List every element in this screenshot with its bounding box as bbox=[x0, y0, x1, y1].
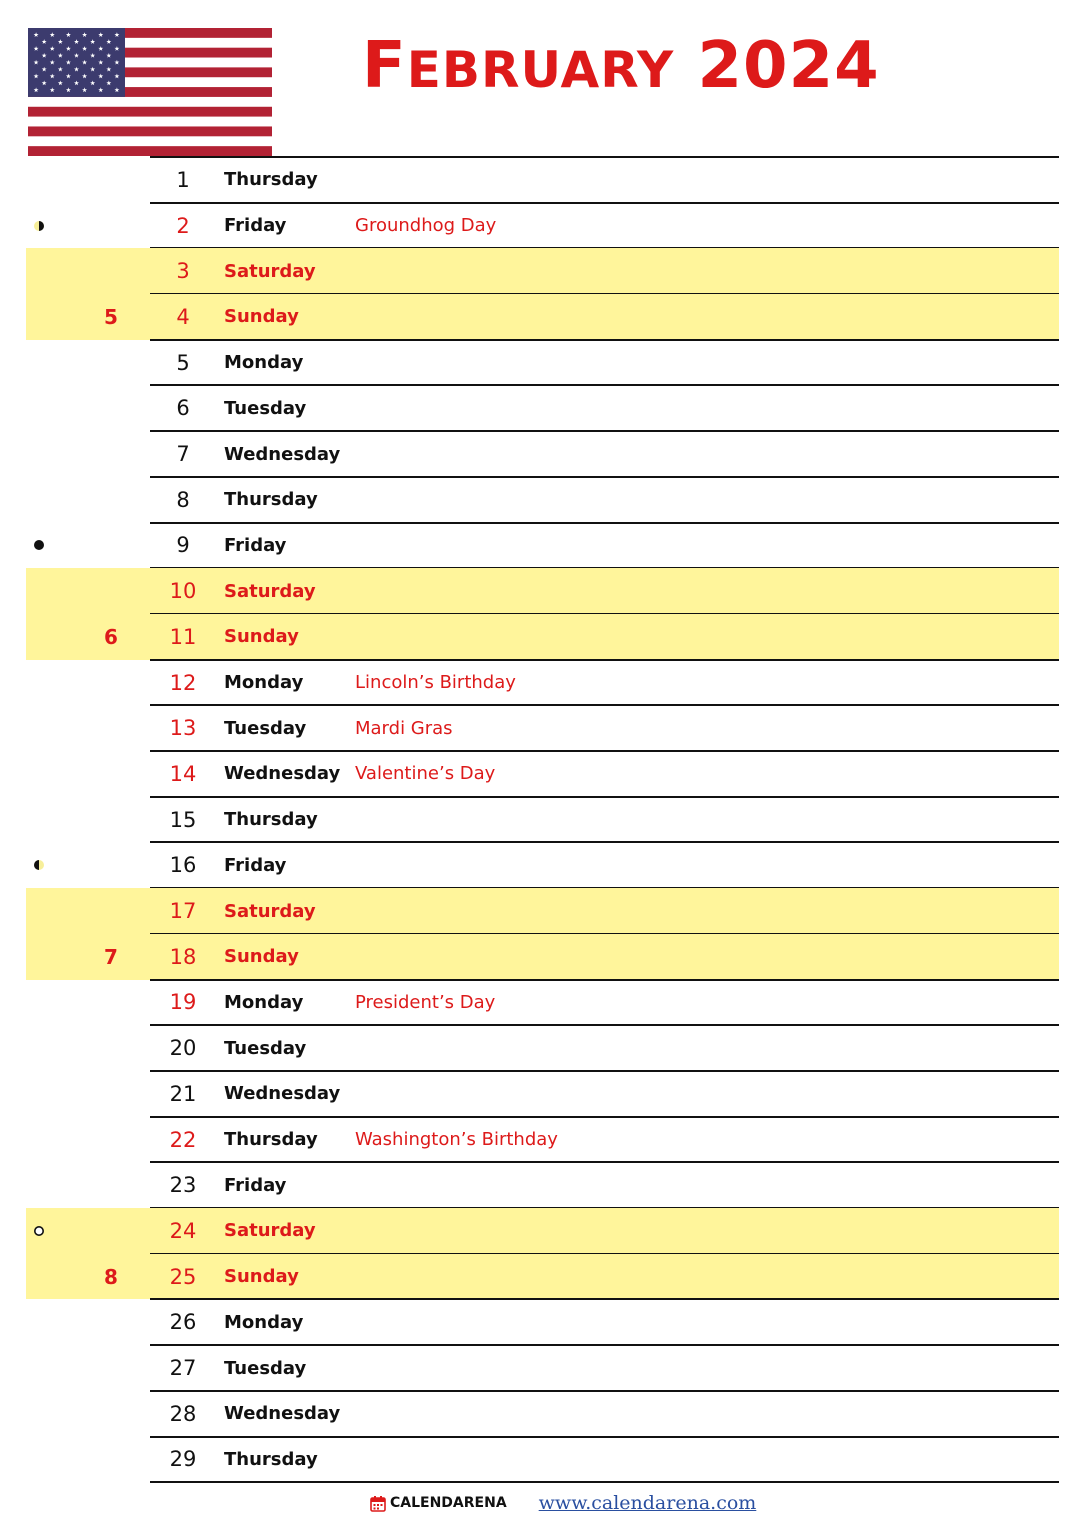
day-name: Saturday bbox=[224, 900, 316, 922]
day-name: Saturday bbox=[224, 260, 316, 282]
week-number: 6 bbox=[104, 624, 118, 649]
day-name: Saturday bbox=[224, 1220, 316, 1242]
day-name: Thursday bbox=[224, 1448, 318, 1470]
day-name: Monday bbox=[224, 352, 304, 374]
day-number: 4 bbox=[176, 304, 190, 329]
day-row bbox=[0, 797, 1086, 843]
day-name: Wednesday bbox=[224, 1403, 341, 1425]
day-name: Thursday bbox=[224, 169, 318, 191]
day-name: Sunday bbox=[224, 1266, 299, 1288]
page-title bbox=[362, 26, 880, 110]
holiday-name: Valentine’s Day bbox=[355, 763, 496, 785]
flag-stripe bbox=[28, 146, 272, 156]
holiday-name: Lincoln’s Birthday bbox=[355, 672, 516, 694]
week-number: 7 bbox=[104, 944, 118, 969]
day-name: Tuesday bbox=[224, 1357, 307, 1379]
day-number: 12 bbox=[169, 670, 197, 695]
day-number: 6 bbox=[176, 396, 190, 421]
day-row bbox=[0, 1208, 1086, 1254]
day-number: 8 bbox=[176, 487, 190, 512]
calendar-icon bbox=[370, 1495, 386, 1512]
flag-stripe bbox=[28, 117, 272, 127]
title-month-rest: EBRUARY bbox=[406, 41, 675, 99]
title-month-initial: F bbox=[362, 29, 407, 103]
day-number: 27 bbox=[169, 1356, 197, 1381]
flag-stripe bbox=[28, 136, 272, 146]
day-row bbox=[0, 294, 1086, 340]
day-number: 16 bbox=[169, 853, 197, 878]
day-row bbox=[0, 660, 1086, 706]
day-name: Tuesday bbox=[224, 397, 307, 419]
day-name: Tuesday bbox=[224, 1037, 307, 1059]
day-number: 20 bbox=[169, 1036, 197, 1061]
day-name: Monday bbox=[224, 991, 304, 1013]
day-row bbox=[0, 751, 1086, 797]
week-number: 5 bbox=[104, 304, 118, 329]
day-name: Thursday bbox=[224, 809, 318, 831]
day-number: 21 bbox=[169, 1081, 197, 1106]
day-number: 25 bbox=[169, 1264, 197, 1289]
day-row bbox=[0, 705, 1086, 751]
day-row bbox=[0, 1437, 1086, 1483]
day-row bbox=[0, 477, 1086, 523]
day-row bbox=[0, 843, 1086, 889]
day-number: 9 bbox=[176, 533, 190, 558]
day-row bbox=[0, 1345, 1086, 1391]
holiday-name: Washington’s Birthday bbox=[355, 1129, 558, 1151]
day-number: 28 bbox=[169, 1401, 197, 1426]
day-number: 2 bbox=[176, 213, 190, 238]
footer-url-link[interactable]: www.calendarena.com bbox=[538, 1492, 757, 1514]
day-name: Friday bbox=[224, 854, 287, 876]
day-number: 29 bbox=[169, 1447, 197, 1472]
day-number: 7 bbox=[176, 442, 190, 467]
day-name: Friday bbox=[224, 215, 287, 237]
day-row bbox=[0, 157, 1086, 203]
day-number: 15 bbox=[169, 807, 197, 832]
flag-stripe bbox=[28, 107, 272, 117]
holiday-name: Groundhog Day bbox=[355, 215, 497, 237]
day-row bbox=[0, 386, 1086, 432]
day-number: 1 bbox=[176, 167, 190, 192]
day-number: 22 bbox=[169, 1127, 197, 1152]
day-row bbox=[0, 614, 1086, 660]
day-number: 10 bbox=[169, 579, 197, 604]
day-number: 13 bbox=[169, 716, 197, 741]
full-moon-icon bbox=[33, 1225, 45, 1237]
day-row bbox=[0, 1300, 1086, 1346]
day-number: 19 bbox=[169, 990, 197, 1015]
day-row bbox=[0, 431, 1086, 477]
day-row bbox=[0, 1071, 1086, 1117]
new-moon-icon bbox=[33, 539, 45, 551]
day-number: 18 bbox=[169, 944, 197, 969]
day-row bbox=[0, 1391, 1086, 1437]
day-row bbox=[0, 1254, 1086, 1300]
day-row bbox=[0, 523, 1086, 569]
day-name: Sunday bbox=[224, 306, 299, 328]
day-row bbox=[0, 568, 1086, 614]
day-row bbox=[0, 1025, 1086, 1071]
day-row bbox=[0, 934, 1086, 980]
day-number: 5 bbox=[176, 350, 190, 375]
day-number: 17 bbox=[169, 899, 197, 924]
day-name: Monday bbox=[224, 1311, 304, 1333]
footer bbox=[370, 1490, 756, 1516]
flag-stripe bbox=[28, 97, 272, 107]
footer-brand: CALENDARENA bbox=[390, 1495, 507, 1511]
day-number: 26 bbox=[169, 1310, 197, 1335]
day-name: Monday bbox=[224, 672, 304, 694]
day-name: Thursday bbox=[224, 1129, 318, 1151]
day-row bbox=[0, 1117, 1086, 1163]
day-row bbox=[0, 888, 1086, 934]
day-number: 23 bbox=[169, 1173, 197, 1198]
day-row bbox=[0, 340, 1086, 386]
day-name: Thursday bbox=[224, 489, 318, 511]
day-row bbox=[0, 1162, 1086, 1208]
day-name: Tuesday bbox=[224, 717, 307, 739]
day-row bbox=[0, 980, 1086, 1026]
day-number: 24 bbox=[169, 1218, 197, 1243]
day-name: Wednesday bbox=[224, 443, 341, 465]
holiday-name: President’s Day bbox=[355, 991, 496, 1013]
day-name: Sunday bbox=[224, 946, 299, 968]
us-flag-icon bbox=[28, 28, 272, 156]
week-number: 8 bbox=[104, 1264, 118, 1289]
day-name: Wednesday bbox=[224, 763, 341, 785]
day-row bbox=[0, 203, 1086, 249]
day-name: Saturday bbox=[224, 580, 316, 602]
day-number: 3 bbox=[176, 259, 190, 284]
day-number: 14 bbox=[169, 761, 197, 786]
holiday-name: Mardi Gras bbox=[355, 717, 453, 739]
day-name: Friday bbox=[224, 1174, 287, 1196]
day-name: Friday bbox=[224, 534, 287, 556]
title-year: 2024 bbox=[697, 29, 880, 103]
row-divider bbox=[150, 1481, 1059, 1483]
flag-canton bbox=[28, 28, 125, 97]
day-row bbox=[0, 248, 1086, 294]
day-name: Sunday bbox=[224, 626, 299, 648]
last-quarter-moon-icon bbox=[33, 859, 45, 871]
day-name: Wednesday bbox=[224, 1083, 341, 1105]
first-quarter-moon-icon bbox=[33, 220, 45, 232]
flag-stripe bbox=[28, 126, 272, 136]
day-number: 11 bbox=[169, 624, 197, 649]
